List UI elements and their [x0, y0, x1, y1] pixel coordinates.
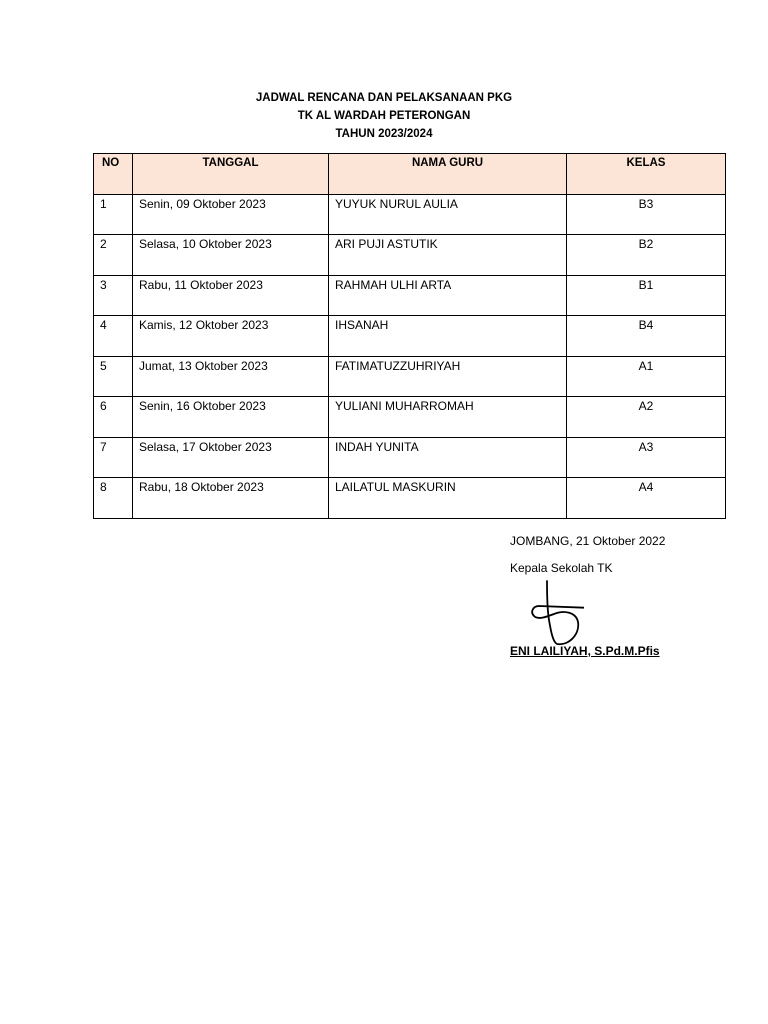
cell-kelas: B2	[567, 235, 726, 276]
cell-no: 1	[94, 194, 133, 235]
table-row	[94, 275, 726, 316]
cell-nama-guru: YUYUK NURUL AULIA	[329, 194, 567, 235]
cell-nama-guru: FATIMATUZZUHRIYAH	[329, 356, 567, 397]
cell-kelas: B3	[567, 194, 726, 235]
header-no: NO	[94, 154, 133, 195]
cell-tanggal: Selasa, 10 Oktober 2023	[133, 235, 329, 276]
cell-nama-guru: LAILATUL MASKURIN	[329, 478, 567, 519]
title-line-1: JADWAL RENCANA DAN PELAKSANAAN PKG	[255, 92, 513, 104]
cell-kelas: B1	[567, 275, 726, 316]
cell-no: 8	[94, 478, 133, 519]
schedule-table	[93, 153, 726, 519]
cell-no: 4	[94, 316, 133, 357]
table-row	[94, 316, 726, 357]
cell-kelas: B4	[567, 316, 726, 357]
cell-tanggal: Rabu, 11 Oktober 2023	[133, 275, 329, 316]
cell-no: 7	[94, 437, 133, 478]
table-header-row	[94, 154, 726, 195]
table-row	[94, 194, 726, 235]
table-row	[94, 397, 726, 438]
cell-tanggal: Jumat, 13 Oktober 2023	[133, 356, 329, 397]
cell-kelas: A4	[567, 478, 726, 519]
header-nama-guru: NAMA GURU	[329, 154, 567, 195]
cell-nama-guru: RAHMAH ULHI ARTA	[329, 275, 567, 316]
place-date: JOMBANG, 21 Oktober 2022	[510, 534, 666, 548]
header-kelas: KELAS	[567, 154, 726, 195]
cell-no: 3	[94, 275, 133, 316]
table-row	[94, 478, 726, 519]
table-row	[94, 235, 726, 276]
cell-nama-guru: YULIANI MUHARROMAH	[329, 397, 567, 438]
document-title	[0, 89, 768, 143]
signer-position: Kepala Sekolah TK	[510, 561, 613, 575]
cell-no: 6	[94, 397, 133, 438]
cell-tanggal: Senin, 09 Oktober 2023	[133, 194, 329, 235]
cell-no: 2	[94, 235, 133, 276]
table-row	[94, 356, 726, 397]
cell-tanggal: Kamis, 12 Oktober 2023	[133, 316, 329, 357]
cell-nama-guru: IHSANAH	[329, 316, 567, 357]
signature-icon	[524, 580, 584, 646]
table-row	[94, 437, 726, 478]
cell-tanggal: Rabu, 18 Oktober 2023	[133, 478, 329, 519]
signer-name: ENI LAILIYAH, S.Pd.M.Pfis	[510, 644, 660, 658]
cell-no: 5	[94, 356, 133, 397]
cell-tanggal: Senin, 16 Oktober 2023	[133, 397, 329, 438]
cell-nama-guru: INDAH YUNITA	[329, 437, 567, 478]
title-line-2: TK AL WARDAH PETERONGAN	[297, 110, 471, 122]
header-tanggal: TANGGAL	[133, 154, 329, 195]
cell-tanggal: Selasa, 17 Oktober 2023	[133, 437, 329, 478]
cell-nama-guru: ARI PUJI ASTUTIK	[329, 235, 567, 276]
title-line-3: TAHUN 2023/2024	[335, 128, 433, 140]
cell-kelas: A1	[567, 356, 726, 397]
cell-kelas: A2	[567, 397, 726, 438]
cell-kelas: A3	[567, 437, 726, 478]
